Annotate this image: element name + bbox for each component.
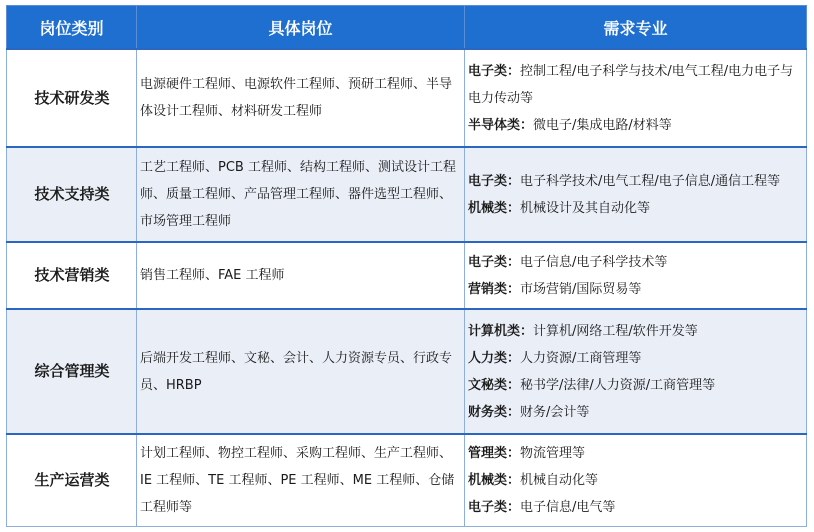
position-line: 体设计工程师、材料研发工程师: [140, 104, 323, 119]
table-row: [7, 242, 807, 309]
major-value: 秘书学/法律/人力资源/工商管理等: [520, 377, 716, 393]
major-key: 电子类：: [468, 500, 521, 515]
major-value: 电子科学技术/电气工程/电子信息/通信工程等: [520, 173, 781, 189]
positions-cell: [137, 434, 465, 527]
position-line: 电源硬件工程师、电源软件工程师、预研工程师、半导: [140, 77, 453, 92]
majors-cell: [465, 49, 807, 147]
position-line: 市场管理工程师: [140, 214, 232, 229]
position-line: 销售工程师、FAE 工程师: [140, 268, 285, 283]
positions-cell: [137, 309, 465, 434]
position-line: 师、质量工程师、产品管理工程师、器件选型工程师、: [140, 187, 453, 202]
major-value: 微电子/集成电路/材料等: [533, 117, 672, 133]
table-header-row: [7, 6, 807, 50]
position-line: IE 工程师、TE 工程师、PE 工程师、ME 工程师、仓储: [140, 473, 455, 488]
major-key: 营销类：: [468, 281, 521, 297]
major-key: 财务类：: [468, 404, 521, 420]
position-line: 后端开发工程师、文秘、会计、人力资源专员、行政专: [140, 350, 453, 366]
major-line: [468, 249, 804, 276]
major-line: [468, 112, 804, 139]
major-line: [468, 195, 804, 222]
category-cell: 综合管理类: [7, 309, 137, 434]
recruitment-table-container: [6, 5, 806, 527]
major-value: 控制工程/电子科学与技术/电气工程/电力电子与: [520, 63, 794, 79]
header-positions: 具体岗位: [137, 6, 465, 50]
majors-cell: [465, 147, 807, 242]
major-line: [468, 276, 804, 303]
major-line: [468, 440, 804, 467]
category-cell: 技术研发类: [7, 49, 137, 147]
major-value: 物流管理等: [520, 446, 586, 461]
major-line: [468, 399, 804, 426]
major-key: 电子类：: [468, 254, 521, 270]
major-key: 电子类：: [468, 173, 521, 189]
major-key: 半导体类：: [468, 117, 534, 133]
table-row: [7, 309, 807, 434]
major-value: 电子信息/电气等: [520, 500, 616, 515]
table-row: [7, 147, 807, 242]
major-value: 电力传动等: [468, 90, 534, 106]
majors-cell: [465, 242, 807, 309]
major-key: 机械类：: [468, 473, 521, 488]
position-line: 员、HRBP: [140, 377, 202, 393]
positions-cell: [137, 242, 465, 309]
position-line: 工程师等: [140, 500, 193, 515]
major-line: [468, 494, 804, 521]
positions-cell: [137, 147, 465, 242]
category-cell: 技术支持类: [7, 147, 137, 242]
major-value: 人力资源/工商管理等: [520, 350, 642, 366]
major-line: [468, 467, 804, 494]
major-line: [468, 372, 804, 399]
major-line: [468, 85, 804, 112]
major-line: [468, 345, 804, 372]
header-majors: 需求专业: [465, 6, 807, 50]
category-cell: 生产运营类: [7, 434, 137, 527]
major-value: 电子信息/电子科学技术等: [520, 254, 668, 270]
recruitment-table: [6, 5, 807, 527]
major-value: 财务/会计等: [520, 404, 590, 420]
major-value: 机械设计及其自动化等: [520, 200, 651, 216]
majors-cell: [465, 434, 807, 527]
majors-cell: [465, 309, 807, 434]
table-row: [7, 49, 807, 147]
major-line: [468, 318, 804, 345]
major-value: 市场营销/国际贸易等: [520, 281, 642, 297]
category-cell: 技术营销类: [7, 242, 137, 309]
position-line: 工艺工程师、PCB 工程师、结构工程师、测试设计工程: [140, 160, 456, 175]
major-line: [468, 168, 804, 195]
major-key: 文秘类：: [468, 377, 521, 393]
positions-cell: [137, 49, 465, 147]
major-line: [468, 58, 804, 85]
position-line: 计划工程师、物控工程师、采购工程师、生产工程师、: [140, 446, 453, 461]
major-key: 电子类：: [468, 63, 521, 79]
major-key: 管理类：: [468, 446, 521, 461]
major-key: 计算机类：: [468, 323, 534, 339]
table-row: [7, 434, 807, 527]
major-value: 机械自动化等: [520, 473, 599, 488]
major-key: 机械类：: [468, 200, 521, 216]
header-category: 岗位类别: [7, 6, 137, 50]
major-key: 人力类：: [468, 350, 521, 366]
major-value: 计算机/网络工程/软件开发等: [533, 323, 698, 339]
